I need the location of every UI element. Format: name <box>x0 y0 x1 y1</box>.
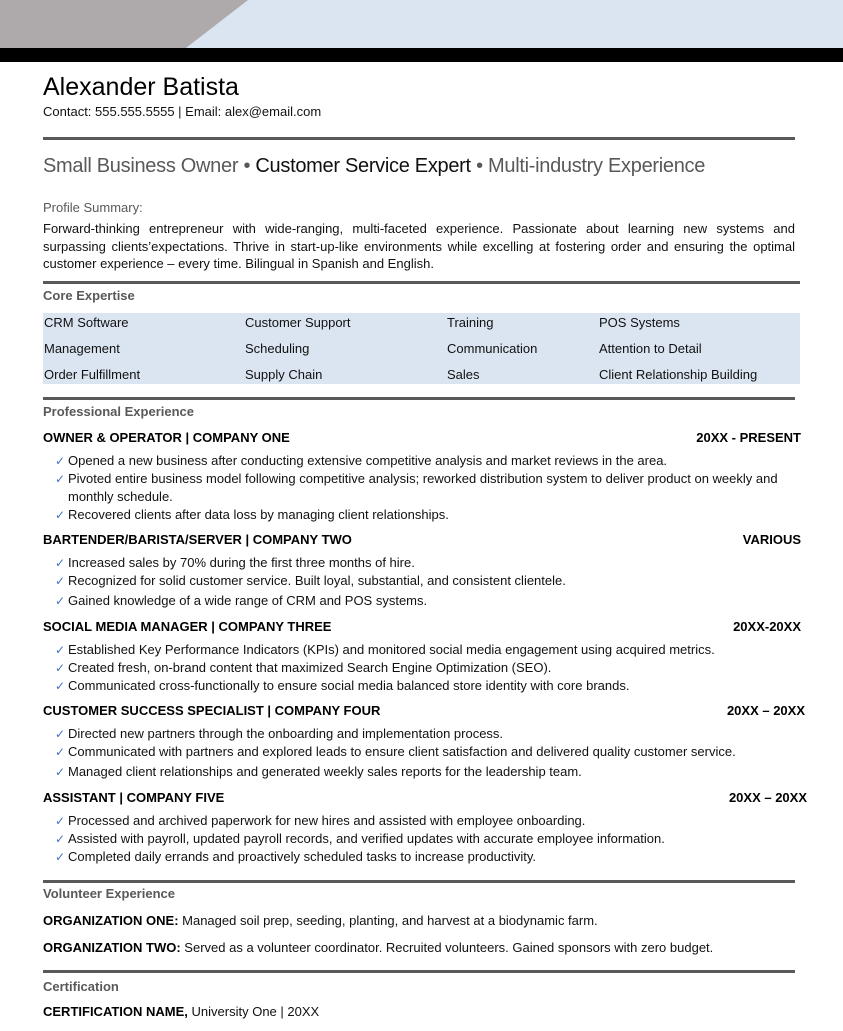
checkmark-icon: ✓ <box>55 643 66 657</box>
profile-summary-label: Profile Summary: <box>43 200 143 215</box>
job-bullet <box>55 641 800 659</box>
volunteer-item <box>43 913 598 928</box>
certification-detail: University One | 20XX <box>187 1004 320 1019</box>
bullet-text: Created fresh, on-brand content that maximized Search Engine Optimization (SEO). <box>68 660 552 675</box>
volunteer-text: Managed soil prep, seeding, planting, and harvest at a biodynamic farm. <box>178 913 598 928</box>
job-bullet <box>55 470 800 506</box>
bullet-text: Recognized for solid customer service. Built loyal, substantial, and consistent clientele. <box>68 573 566 588</box>
volunteer-item <box>43 940 713 955</box>
certification-item <box>43 1004 319 1019</box>
checkmark-icon: ✓ <box>55 850 66 864</box>
expertise-item: Scheduling <box>245 341 310 356</box>
volunteer-org: ORGANIZATION ONE: <box>43 913 179 928</box>
checkmark-icon: ✓ <box>55 574 66 588</box>
headline-part-1: Small Business Owner <box>43 155 239 177</box>
job-bullet <box>55 677 800 695</box>
expertise-item: Training <box>447 315 494 330</box>
bullet-text: Completed daily errands and proactively scheduled tasks to increase productivity. <box>68 849 536 864</box>
expertise-item: Customer Support <box>245 315 351 330</box>
profile-summary-text: Forward-thinking entrepreneur with wide-ranging, multi-faceted experience. Passionate about learning new systems and surpassing clients’expectations. Thrive in start-up-like environments while excelling at fostering order and ensuring the optimal customer experience – every time. Bilingual in Spanish and English. <box>43 221 795 271</box>
headline-separator: • <box>238 155 256 177</box>
divider <box>43 880 795 883</box>
job-bullet <box>55 572 800 590</box>
headline-part-2: Customer Service Expert <box>255 155 471 177</box>
certification-name: CERTIFICATION NAME, <box>43 1004 188 1019</box>
core-expertise-grid <box>43 313 800 384</box>
checkmark-icon: ✓ <box>55 594 66 608</box>
job-dates: 20XX - PRESENT <box>696 430 801 445</box>
divider <box>43 970 795 973</box>
job-bullet <box>55 812 800 830</box>
job-bullet <box>55 848 800 866</box>
job-title: OWNER & OPERATOR | COMPANY ONE <box>43 430 290 445</box>
checkmark-icon: ✓ <box>55 814 66 828</box>
expertise-item: Attention to Detail <box>599 341 702 356</box>
job-title: ASSISTANT | COMPANY FIVE <box>43 790 225 805</box>
checkmark-icon: ✓ <box>55 832 66 846</box>
checkmark-icon: ✓ <box>55 556 66 570</box>
candidate-name: Alexander Batista <box>43 73 239 101</box>
job-dates: 20XX – 20XX <box>728 790 807 805</box>
job-dates: VARIOUS <box>742 532 801 547</box>
core-expertise-label: Core Expertise <box>43 288 135 303</box>
expertise-item: Supply Chain <box>245 367 323 382</box>
contact-line: Contact: 555.555.5555 | Email: alex@email.com <box>43 104 322 119</box>
checkmark-icon: ✓ <box>55 472 66 486</box>
banner-gray-slant <box>186 0 248 48</box>
job-bullet <box>55 743 800 761</box>
bullet-text: Established Key Performance Indicators (KPIs) and monitored social media engagement using acquired metrics. <box>68 642 715 657</box>
divider <box>43 397 795 400</box>
expertise-item: Client Relationship Building <box>599 367 758 382</box>
volunteer-org: ORGANIZATION TWO: <box>43 940 181 955</box>
certification-label: Certification <box>43 979 119 994</box>
expertise-item: POS Systems <box>599 315 680 330</box>
checkmark-icon: ✓ <box>55 508 66 522</box>
bullet-text: Gained knowledge of a wide range of CRM and POS systems. <box>68 593 428 608</box>
checkmark-icon: ✓ <box>55 765 66 779</box>
job-dates: 20XX – 20XX <box>726 703 805 718</box>
checkmark-icon: ✓ <box>55 679 66 693</box>
job-bullet <box>55 830 800 848</box>
checkmark-icon: ✓ <box>55 454 66 468</box>
headline-part-3: Multi-industry Experience <box>488 155 706 177</box>
expertise-item: Sales <box>447 367 480 382</box>
divider <box>43 137 795 140</box>
job-title: BARTENDER/BARISTA/SERVER | COMPANY TWO <box>43 532 352 547</box>
job-bullet <box>55 452 800 470</box>
bullet-text: Increased sales by 70% during the first three months of hire. <box>68 555 415 570</box>
expertise-item: Communication <box>447 341 538 356</box>
volunteer-experience-label: Volunteer Experience <box>43 886 175 901</box>
volunteer-text: Served as a volunteer coordinator. Recruited volunteers. Gained sponsors with zero budget. <box>180 940 714 955</box>
headline-separator: • <box>470 155 489 177</box>
job-bullet <box>55 659 800 677</box>
bullet-text: Pivoted entire business model following competitive analysis; reworked distribution system to deliver product on weekly and monthly schedule. <box>68 471 778 504</box>
bullet-text: Managed client relationships and generated weekly sales reports for the leadership team. <box>68 764 582 779</box>
job-title: CUSTOMER SUCCESS SPECIALIST | COMPANY FOUR <box>43 703 381 718</box>
checkmark-icon: ✓ <box>55 745 66 759</box>
header-banner <box>0 0 843 48</box>
header-black-bar <box>0 48 843 62</box>
professional-experience-label: Professional Experience <box>43 404 195 419</box>
divider <box>43 281 800 284</box>
checkmark-icon: ✓ <box>55 661 66 675</box>
bullet-text: Communicated with partners and explored leads to ensure client satisfaction and delivered quality customer service. <box>68 744 736 759</box>
headline <box>43 155 705 178</box>
job-bullet <box>55 725 800 743</box>
job-bullet <box>55 506 800 524</box>
bullet-text: Communicated cross-functionally to ensure social media balanced store identity with core brands. <box>68 678 630 693</box>
job-title: SOCIAL MEDIA MANAGER | COMPANY THREE <box>43 619 332 634</box>
job-dates: 20XX-20XX <box>733 619 801 634</box>
job-bullet <box>55 763 800 781</box>
job-bullet <box>55 592 800 610</box>
bullet-text: Recovered clients after data loss by managing client relationships. <box>68 507 449 522</box>
bullet-text: Assisted with payroll, updated payroll records, and verified updates with accurate employee information. <box>68 831 665 846</box>
bullet-text: Processed and archived paperwork for new hires and assisted with employee onboarding. <box>68 813 586 828</box>
banner-gray-block <box>0 0 186 48</box>
checkmark-icon: ✓ <box>55 727 66 741</box>
expertise-item: Order Fulfillment <box>44 367 141 382</box>
expertise-item: CRM Software <box>44 315 129 330</box>
job-bullet <box>55 554 800 572</box>
expertise-item: Management <box>44 341 120 356</box>
bullet-text: Directed new partners through the onboarding and implementation process. <box>68 726 504 741</box>
bullet-text: Opened a new business after conducting extensive competitive analysis and market reviews in the area. <box>68 453 668 468</box>
